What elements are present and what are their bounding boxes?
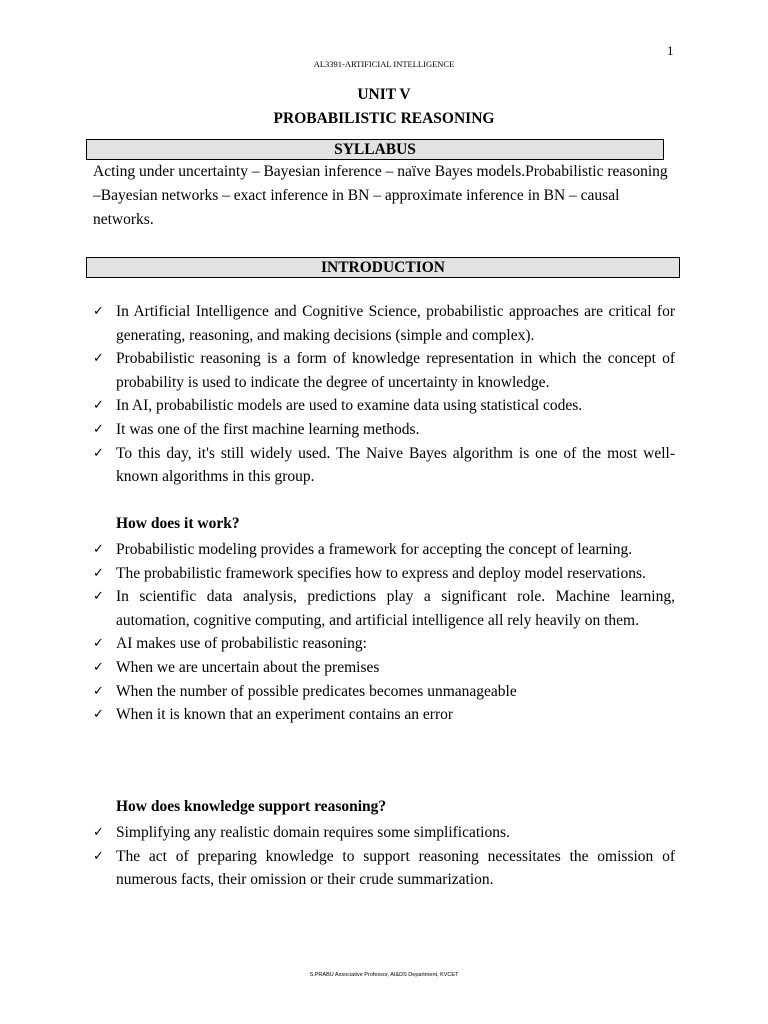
check-icon: ✓ [93, 398, 104, 414]
list-item [93, 703, 675, 727]
knowledge-support-list [93, 821, 675, 892]
page-number: 1 [667, 43, 674, 58]
list-item [93, 632, 675, 656]
check-icon: ✓ [93, 542, 104, 557]
list-item [93, 418, 675, 442]
unit-subtitle: PROBABILISTIC REASONING [273, 110, 495, 127]
list-item [93, 845, 675, 892]
page-footer: S.PRABU Associative Professor, AI&DS Department, KVCET [309, 972, 459, 978]
list-item [93, 347, 675, 394]
check-icon: ✓ [93, 304, 104, 319]
check-icon: ✓ [93, 351, 104, 367]
syllabus-heading-box: SYLLABUS [86, 139, 664, 160]
check-icon: ✓ [93, 825, 104, 840]
syllabus-text: Acting under uncertainty – Bayesian inference – naïve Bayes models.Probabilistic reasoning –Bayesian networks – exact inference in BN – approximate inference in BN – causal networks. [93, 163, 668, 228]
list-item-text: When it is known that an experiment contains an error [116, 706, 454, 724]
check-icon: ✓ [93, 565, 104, 581]
introduction-list [93, 300, 675, 489]
unit-title: UNIT V [357, 86, 411, 103]
list-item [93, 442, 675, 489]
list-item-text: When we are uncertain about the premises [116, 658, 380, 676]
list-item-text: In scientific data analysis, predictions play a significant role. Machine learning, automation, cognitive computing, and artificial intelligence all rely heavily on them. [116, 588, 675, 629]
check-icon: ✓ [93, 589, 104, 605]
introduction-heading-box: INTRODUCTION [86, 257, 680, 278]
check-icon: ✓ [93, 707, 104, 723]
list-item [93, 394, 675, 418]
list-item-text: To this day, it's still widely used. The Naive Bayes algorithm is one of the most well-known algorithms in this group. [116, 444, 675, 486]
list-item-text: Probabilistic modeling provides a framework for accepting the concept of learning. [116, 541, 633, 558]
list-item [93, 585, 675, 632]
list-item [93, 562, 675, 586]
list-item-text: The act of preparing knowledge to support reasoning necessitates the omission of numerous facts, their omission or their crude summarization. [116, 847, 675, 889]
list-item-text: When the number of possible predicates becomes unmanageable [116, 682, 517, 700]
check-icon: ✓ [93, 636, 104, 652]
list-item [93, 680, 675, 704]
check-icon: ✓ [93, 683, 104, 699]
list-item [93, 821, 675, 845]
list-item-text: In Artificial Intelligence and Cognitive Science, probabilistic approaches are critical for generating, reasoning, and making decisions (simple and complex). [116, 303, 675, 344]
list-item [93, 538, 675, 562]
list-item-text: It was one of the first machine learning methods. [116, 420, 420, 438]
how-it-works-heading: How does it work? [116, 515, 240, 532]
list-item [93, 656, 675, 680]
how-it-works-list [93, 538, 675, 727]
list-item-text: In AI, probabilistic models are used to examine data using statistical codes. [116, 397, 583, 415]
list-item-text: Simplifying any realistic domain requires some simplifications. [116, 824, 510, 841]
list-item-text: Probabilistic reasoning is a form of knowledge representation in which the concept of probability is used to indicate the degree of uncertainty in knowledge. [116, 350, 675, 391]
check-icon: ✓ [93, 659, 104, 675]
check-icon: ✓ [93, 421, 104, 437]
list-item-text: The probabilistic framework specifies how to express and deploy model reservations. [116, 564, 646, 582]
check-icon: ✓ [93, 445, 104, 461]
check-icon: ✓ [93, 848, 104, 864]
knowledge-support-heading: How does knowledge support reasoning? [116, 798, 387, 815]
list-item [93, 300, 675, 347]
list-item-text: AI makes use of probabilistic reasoning: [116, 635, 367, 653]
course-header: AL3391-ARTIFICIAL INTELLIGENCE [313, 59, 455, 69]
